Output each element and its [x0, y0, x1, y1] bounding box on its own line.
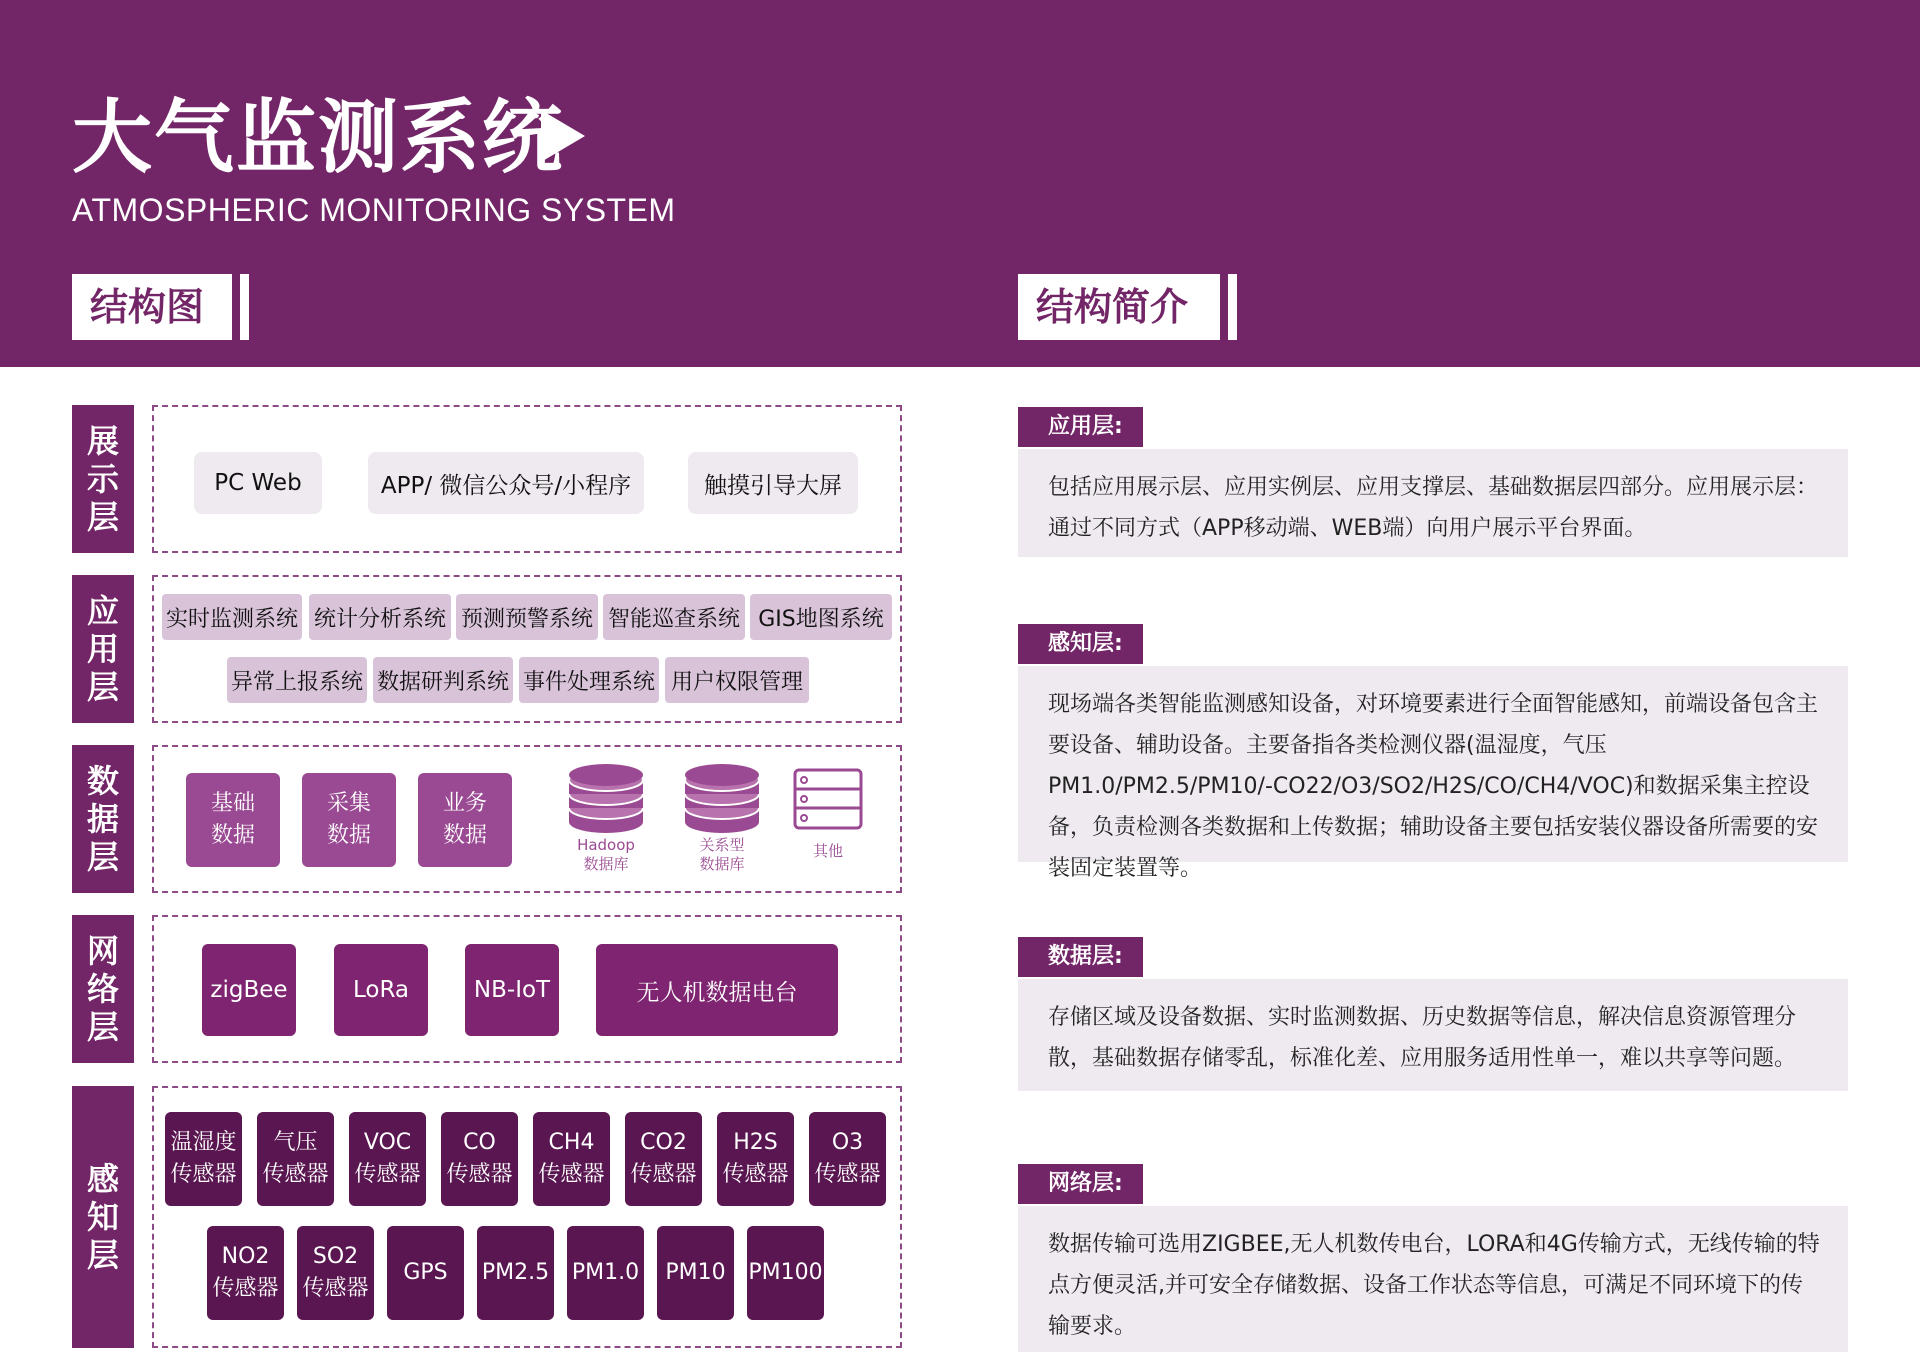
data-box-line: 业务: [442, 791, 487, 816]
sensor-box-line: NO2: [221, 1244, 270, 1269]
tab-structure-diagram: 结构图: [72, 274, 232, 340]
desc-tag-data: 数据层:: [1018, 937, 1143, 977]
layer-label-char: 感: [86, 1160, 119, 1198]
sensor-box: [477, 1226, 554, 1320]
data-box-line: 采集: [326, 791, 371, 816]
sensor-box-line: 传感器: [446, 1162, 513, 1187]
network-drone-radio: 无人机数据电台: [596, 944, 838, 1036]
layer-label-display: [72, 405, 134, 553]
layer-label-char: 应: [86, 592, 119, 630]
tab-structure-intro: 结构简介: [1018, 274, 1220, 340]
sensor-box: [747, 1226, 824, 1320]
app-chip: GIS地图系统: [750, 594, 892, 640]
sensor-box: [567, 1226, 644, 1320]
app-chip: 智能巡查系统: [603, 594, 745, 640]
layer-label-char: 网: [86, 932, 119, 970]
layer-label-char: 示: [86, 460, 119, 498]
layer-label-char: 层: [86, 838, 119, 876]
store-caption: 其他: [812, 842, 843, 860]
network-zigbee: zigBee: [202, 944, 296, 1036]
data-box-line: 基础: [210, 791, 255, 816]
desc-tag-application: 应用层:: [1018, 407, 1143, 447]
display-item-pc-web: PC Web: [194, 452, 322, 514]
layer-label-char: 层: [86, 1008, 119, 1046]
app-chip: 统计分析系统: [309, 594, 451, 640]
sensor-box: [387, 1226, 464, 1320]
desc-text-data: 存储区域及设备数据、实时监测数据、历史数据等信息，解决信息资源管理分散，基础数据存储零乱，标准化差、应用服务适用性单一，难以共享等问题。: [1018, 979, 1848, 1091]
app-chip: 数据研判系统: [373, 657, 513, 703]
sensor-box-line: SO2: [312, 1244, 359, 1269]
sensor-box-line: GPS: [403, 1260, 448, 1285]
sensor-box-line: 传感器: [722, 1162, 789, 1187]
desc-text-sensing: 现场端各类智能监测感知设备，对环境要素进行全面智能感知，前端设备包含主要设备、辅助设备。主要备指各类检测仪器(温湿度，气压PM1.0/PM2.5/PM10/-CO22/O3/SO2/H2S/CO/CH4/VOC)和数据采集主控设备，负责检测各类数据和上传数据；辅助设备主要包括安装仪器设备所需要的安装固定装置等。: [1018, 666, 1848, 862]
sensor-box-line: H2S: [733, 1130, 778, 1155]
desc-tag-network: 网络层:: [1018, 1164, 1143, 1204]
sensor-box-line: 传感器: [354, 1162, 421, 1187]
layer-label-char: 据: [86, 800, 119, 838]
sensor-box-line: 传感器: [262, 1162, 329, 1187]
sensor-box-line: 传感器: [630, 1162, 697, 1187]
sensor-box: [657, 1226, 734, 1320]
play-arrow-icon: [541, 110, 585, 162]
sensor-box-line: 传感器: [212, 1276, 279, 1301]
sensor-box-line: 气压: [273, 1130, 318, 1155]
app-chip: 用户权限管理: [665, 657, 809, 703]
page-subtitle: ATMOSPHERIC MONITORING SYSTEM: [72, 192, 676, 228]
store-hadoop: [560, 762, 652, 874]
sensor-box: [165, 1112, 242, 1206]
data-box-basic: [186, 773, 280, 867]
store-caption: Hadoop: [577, 836, 635, 854]
server-icon: [793, 768, 863, 832]
app-chip: 实时监测系统: [162, 594, 302, 640]
app-chip: 异常上报系统: [227, 657, 367, 703]
layer-label-char: 层: [86, 1236, 119, 1274]
app-chip: 预测预警系统: [456, 594, 598, 640]
database-icon: [683, 762, 761, 836]
sensor-box: [207, 1226, 284, 1320]
store-caption: 数据库: [583, 855, 629, 873]
sensor-box-line: PM1.0: [571, 1260, 640, 1285]
store-relational: [676, 762, 768, 874]
sensor-box: [717, 1112, 794, 1206]
sensor-box-line: CO2: [640, 1130, 687, 1155]
layer-label-char: 展: [86, 422, 119, 460]
data-box-line: 数据: [210, 823, 255, 848]
data-box-business: [418, 773, 512, 867]
desc-text-network: 数据传输可选用ZIGBEE,无人机数传电台，LORA和4G传输方式，无线传输的特点方便灵活,并可安全存储数据、设备工作状态等信息，可满足不同环境下的传输要求。: [1018, 1206, 1848, 1352]
sensor-box: [257, 1112, 334, 1206]
layer-label-application: [72, 575, 134, 723]
sensor-box-line: 传感器: [170, 1162, 237, 1187]
layer-label-char: 数: [86, 762, 119, 800]
layer-label-char: 用: [86, 630, 119, 668]
store-caption: 关系型: [699, 836, 745, 854]
data-box-line: 数据: [326, 823, 371, 848]
sensor-box-line: 传感器: [814, 1162, 881, 1187]
tab-accent-bar: [1228, 274, 1237, 340]
sensor-box: [533, 1112, 610, 1206]
sensor-box-line: CH4: [548, 1130, 595, 1155]
network-lora: LoRa: [334, 944, 428, 1036]
sensor-box: [809, 1112, 886, 1206]
tab-accent-bar: [240, 274, 249, 340]
sensor-box-line: 传感器: [538, 1162, 605, 1187]
sensor-box-line: O3: [831, 1130, 864, 1155]
desc-tag-sensing: 感知层:: [1018, 624, 1143, 664]
app-chip: 事件处理系统: [519, 657, 659, 703]
network-nb-iot: NB-IoT: [465, 944, 559, 1036]
layer-label-char: 络: [86, 970, 119, 1008]
store-other: [788, 768, 868, 861]
data-box-collected: [302, 773, 396, 867]
layer-label-char: 层: [86, 498, 119, 536]
sensor-box: [349, 1112, 426, 1206]
layer-label-sensing: [72, 1086, 134, 1348]
layer-label-data: [72, 745, 134, 893]
sensor-box-line: 温湿度: [170, 1130, 237, 1155]
sensor-box-line: PM10: [665, 1260, 726, 1285]
database-icon: [567, 762, 645, 836]
sensor-box: [297, 1226, 374, 1320]
sensor-box-line: PM2.5: [481, 1260, 550, 1285]
data-box-line: 数据: [442, 823, 487, 848]
sensor-box: [625, 1112, 702, 1206]
layer-label-char: 层: [86, 668, 119, 706]
sensor-box-line: PM100: [748, 1260, 823, 1285]
sensor-box-line: 传感器: [302, 1276, 369, 1301]
layer-label-char: 知: [86, 1198, 119, 1236]
store-caption: 数据库: [699, 855, 745, 873]
sensor-box-line: VOC: [363, 1130, 412, 1155]
page-title: 大气监测系统: [72, 91, 564, 184]
sensor-box: [441, 1112, 518, 1206]
display-item-touchscreen: 触摸引导大屏: [688, 452, 858, 514]
sensor-box-line: CO: [463, 1130, 496, 1155]
display-item-app: APP/ 微信公众号/小程序: [368, 452, 644, 514]
layer-label-network: [72, 915, 134, 1063]
desc-text-application: 包括应用展示层、应用实例层、应用支撑层、基础数据层四部分。应用展示层：通过不同方式（APP移动端、WEB端）向用户展示平台界面。: [1018, 449, 1848, 557]
